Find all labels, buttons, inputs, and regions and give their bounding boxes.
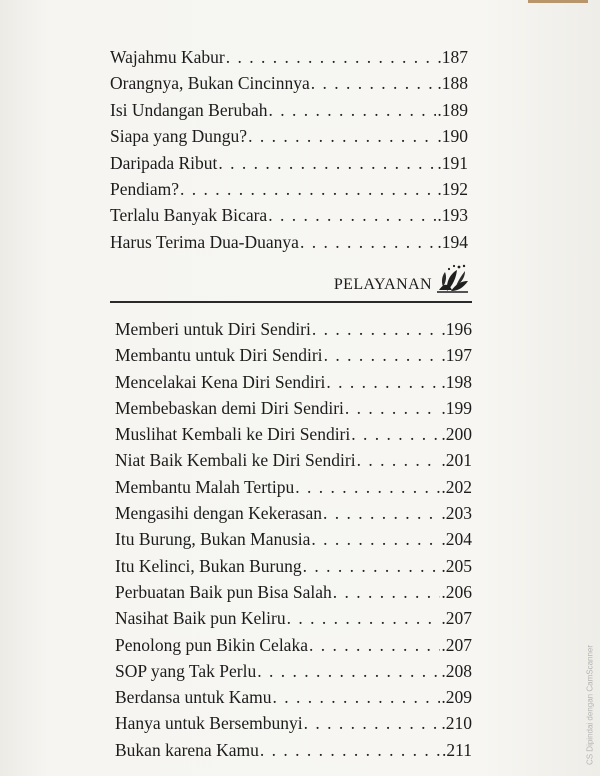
toc-entry-page: .204 [441,529,472,550]
toc-entry-page: .188 [437,73,468,94]
toc-entry-page: .191 [437,152,468,173]
toc-leader-dots [351,421,440,447]
toc-entry-page: .208 [441,660,472,681]
toc-entry-page: .196 [441,319,472,339]
toc-leader-dots [333,579,441,605]
toc-entry [115,395,472,421]
toc-entry [115,684,472,710]
toc-entry-title: SOP yang Tak Perlu [115,660,257,681]
toc-entry-title: Isi Undangan Berubah [110,99,268,120]
toc-entry-title: Membantu untuk Diri Sendiri [115,345,323,366]
toc-entry [115,737,472,763]
toc-leader-dots [323,500,440,526]
toc-leader-dots [311,70,437,96]
toc-entry [110,176,468,202]
toc-entry-title: Orangnya, Bukan Cincinnya [110,73,310,94]
section-rule [110,301,472,303]
toc-entry-title: Pendiam? [110,178,180,199]
toc-entry-title: Nasihat Baik pun Keliru [115,608,286,629]
toc-leader-dots [300,229,436,255]
toc-leader-dots [268,202,436,228]
toc-entry-page: .202 [441,476,472,497]
toc-entry-title: Itu Kelinci, Bukan Burung [115,555,302,576]
toc-entry [115,632,472,658]
toc-entry [115,710,472,736]
toc-leader-dots [268,97,436,123]
toc-entry-title: Terlalu Banyak Bicara [110,205,268,226]
toc-leader-dots [326,369,440,395]
toc-entry-page: .194 [437,231,468,252]
toc-entry-page: .193 [437,205,468,226]
toc-entry-page: .203 [441,503,472,524]
toc-entry-page: .210 [441,713,472,734]
toc-entry-title: Penolong pun Bikin Celaka [115,634,308,655]
toc-entry [110,202,468,228]
toc-entry-page: .200 [441,424,472,445]
toc-entry [115,658,472,684]
toc-entry-page: .211 [442,739,472,760]
toc-entry-page: .198 [441,371,472,392]
toc-entry-page: .189 [437,99,468,120]
toc-entry-page: .197 [441,345,472,366]
toc-leader-dots [324,342,441,368]
toc-entry [115,526,472,552]
toc-entry [115,500,472,526]
toc-leader-dots [273,684,441,710]
toc-entry [115,553,472,579]
toc-entry-page: .207 [441,634,472,655]
toc-leader-dots [311,526,440,552]
toc-entry [110,123,468,149]
toc-entry-title: Muslihat Kembali ke Diri Sendiri [115,424,351,445]
scanner-watermark [582,640,598,770]
toc-entry-title: Itu Burung, Bukan Manusia [115,529,311,550]
toc-list-top [110,44,468,255]
toc-leader-dots [248,123,436,149]
scanner-watermark-text: CS Dipindai dengan CamScanner [585,644,595,766]
toc-entry [115,579,472,605]
toc-entry-page: .201 [441,450,472,471]
toc-list-section [115,316,472,763]
toc-entry [115,474,472,500]
toc-entry [115,447,472,473]
toc-entry [115,421,472,447]
toc-leader-dots [260,737,441,763]
toc-entry-page: .205 [441,555,472,576]
toc-entry-title: Berdansa untuk Kamu [115,687,272,708]
toc-entry-title: Membebaskan demi Diri Sendiri [115,397,344,418]
toc-entry-title: Daripada Ribut [110,152,218,173]
toc-entry [115,605,472,631]
toc-leader-dots [304,710,441,736]
toc-entry-title: Hanya untuk Bersembunyi [115,713,303,734]
toc-entry-page: .187 [437,47,468,67]
toc-entry-page: .190 [437,126,468,147]
leaf-ornament-icon [434,260,470,296]
toc-entry-title: Wajahmu Kabur [110,47,225,67]
toc-entry [110,70,468,96]
toc-leader-dots [218,150,436,176]
toc-entry-page: .209 [441,687,472,708]
toc-entry-page: .207 [441,608,472,629]
toc-entry [115,369,472,395]
toc-entry-title: Membantu Malah Tertipu [115,476,295,497]
toc-entry [110,229,468,255]
toc-entry [110,44,468,70]
toc-leader-dots [312,316,440,342]
toc-entry-title: Niat Baik Kembali ke Diri Sendiri [115,450,356,471]
toc-entry-title: Harus Terima Dua-Duanya [110,231,299,252]
toc-entry-title: Mengasihi dengan Kekerasan [115,503,323,524]
toc-entry-page: .206 [441,581,472,602]
toc-leader-dots [295,474,440,500]
toc-entry-title: Bukan karena Kamu [115,739,259,760]
toc-entry-page: .192 [437,178,468,199]
section-title: PELAYANAN [333,276,432,293]
toc-leader-dots [303,553,441,579]
toc-entry-title: Perbuatan Baik pun Bisa Salah [115,581,332,602]
toc-leader-dots [309,632,440,658]
toc-entry-title: Mencelakai Kena Diri Sendiri [115,371,326,392]
toc-leader-dots [345,395,440,421]
toc-entry-title: Memberi untuk Diri Sendiri [115,319,311,339]
section-header [110,258,472,302]
toc-leader-dots [226,44,437,70]
toc-entry [115,316,472,342]
toc-leader-dots [287,605,441,631]
page-corner-mark [528,0,588,3]
toc-leader-dots [257,658,440,684]
toc-entry-title: Siapa yang Dungu? [110,126,248,147]
toc-entry [110,150,468,176]
toc-leader-dots [357,447,441,473]
toc-entry [115,342,472,368]
toc-entry-page: .199 [441,397,472,418]
toc-entry [110,97,468,123]
toc-leader-dots [180,176,436,202]
